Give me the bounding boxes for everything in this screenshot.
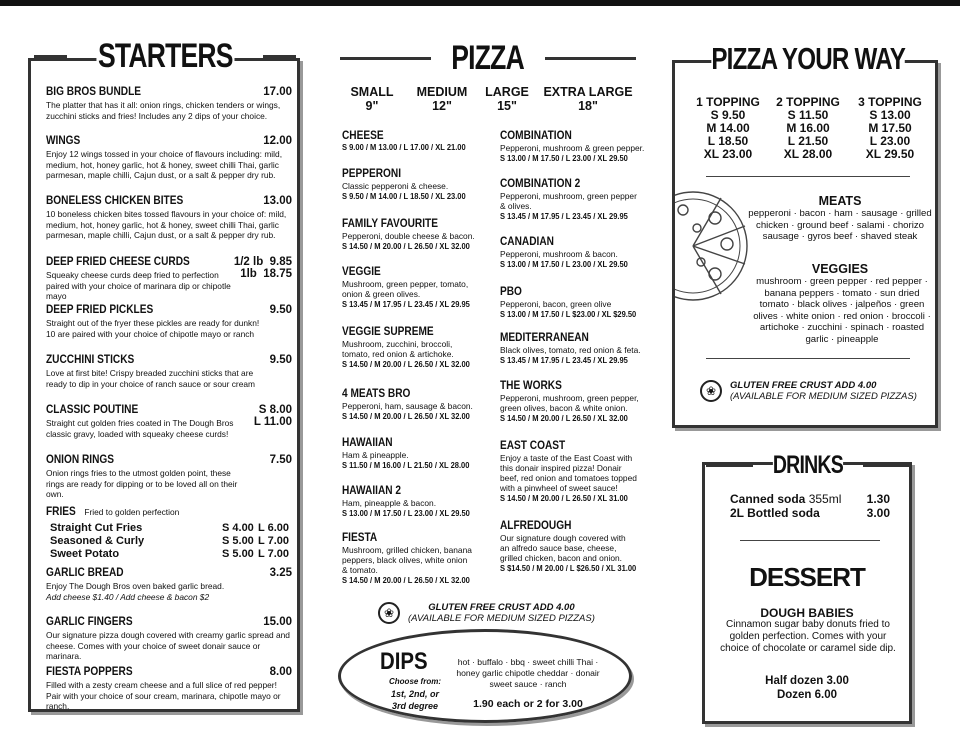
rule: [706, 464, 753, 467]
item-price: [234, 256, 292, 280]
item-name: GARLIC BREAD: [46, 567, 124, 579]
divider: [706, 176, 910, 177]
topping-head: 2 TOPPING: [776, 95, 840, 109]
pizza-price: S 13.45 / M 17.95 / L 23.45 / XL 29.95: [500, 212, 628, 221]
fries-label: Sweet Potato: [50, 548, 120, 560]
dips-choose-line: 3rd degree: [391, 701, 439, 711]
rule: [263, 55, 296, 58]
pizza-item: [342, 326, 492, 369]
pizza-price: S 14.50 / M 20.00 / L 26.50 / XL 31.00: [500, 494, 628, 503]
item-desc: Love at first bite! Crispy breaded zucchini sticks that are ready to dip in your choice of ranch sauce or sour cream: [46, 368, 256, 389]
item-price: 17.00: [263, 86, 292, 98]
topping-price: L 21.50: [787, 134, 829, 148]
pizza-desc: Ham, pineapple & bacon.: [342, 498, 437, 508]
topping-price: M 16.00: [786, 121, 830, 135]
pizza-name: EAST COAST: [500, 440, 566, 452]
wheat-icon: ❀: [700, 380, 722, 402]
rule: [340, 57, 431, 60]
pizza-desc: Pepperoni, mushroom & green pepper.: [500, 143, 645, 153]
pizza-desc: Pepperoni, ham, sausage & bacon.: [342, 401, 473, 411]
starters-title: STARTERS: [97, 36, 233, 75]
drink-item: [730, 506, 890, 520]
pizza-name: VEGGIE: [342, 266, 381, 278]
pizza-desc: Black olives, tomato, red onion & feta.: [500, 345, 641, 355]
size-name: EXTRA LARGE: [543, 85, 633, 99]
pizza-name: CHEESE: [342, 130, 384, 142]
item-price: 8.00: [269, 666, 292, 678]
drink-name: 2L Bottled soda: [730, 506, 820, 520]
pizza-price: S $14.50 / M 20.00 / L $26.50 / XL 31.00: [500, 564, 637, 573]
starters-list: [34, 84, 296, 711]
dips-choose-line: 1st, 2nd, or: [390, 689, 439, 699]
meats-title: MEATS: [818, 194, 862, 208]
pizza-name: HAWAIIAN: [342, 437, 393, 449]
size-large: [480, 85, 534, 113]
size-name: MEDIUM: [416, 85, 468, 99]
item-price: [254, 404, 292, 428]
topping-price: XL 29.50: [865, 147, 915, 161]
pizza-price: S 11.50 / M 16.00 / L 21.50 / XL 28.00: [342, 461, 470, 470]
dips-list: hot · buffalo · bbq · sweet chilli Thai · honey garlic chipotle cheddar · donair sweet sauce · ranch: [456, 657, 600, 689]
drink-price: 1.30: [866, 492, 890, 506]
pizza-desc: Mushroom, green pepper, tomato, onion & green olives.: [342, 279, 469, 299]
drinks-title: DRINKS: [772, 450, 844, 479]
starter-item: [46, 616, 292, 662]
pizza-price: S 14.50 / M 20.00 / L 26.50 / XL 32.00: [342, 412, 470, 421]
starter-item-fries: [46, 502, 292, 561]
pizza-name: HAWAIIAN 2: [342, 485, 402, 497]
fries-row: [46, 522, 292, 535]
pizza-price: S 13.00 / M 17.50 / L 23.00 / XL 29.50: [500, 154, 628, 163]
fries-small: S 5.00: [222, 535, 254, 547]
pizza-item: [500, 332, 650, 365]
item-name: GARLIC FINGERS: [46, 616, 133, 628]
pizza-item: [500, 130, 650, 163]
dessert-price-dozen: Dozen 6.00: [776, 689, 838, 701]
item-desc: Straight cut golden fries coated in The Dough Bros classic gravy, loaded with squeaky cheese curds!: [46, 418, 234, 439]
item-desc: Enjoy 12 wings tossed in your choice of flavours including: mild, medium, hot, honey garlic, hot & honey, sweet chilli Thai, garlic parmesan, maple chilli, Cajun dust, or a salt & pepper dry rub.: [46, 149, 283, 180]
item-name: DEEP FRIED PICKLES: [46, 304, 154, 316]
pizza-desc: Pepperoni, mushroom, green pepper & olives.: [500, 191, 637, 211]
meats-list: pepperoni · bacon · ham · sausage · grilled chicken · ground beef · salami · chorizo sausage · gyros beef · shaved steak: [748, 208, 932, 242]
pizza-name: CANADIAN: [500, 236, 554, 248]
item-price: 9.50: [269, 304, 292, 316]
dips-choose: [384, 676, 446, 712]
pizza-item: [342, 218, 492, 251]
starter-item: [46, 454, 292, 500]
pizza-price: S 9.50 / M 14.00 / L 18.50 / XL 23.00: [342, 192, 466, 201]
pizza-item: [342, 437, 492, 470]
fries-large: L 7.00: [258, 548, 289, 560]
dessert-desc: Cinnamon sugar baby donuts fried to golden perfection. Comes with your choice of chocolate or caramel side dip.: [720, 619, 896, 654]
topping-price: L 18.50: [707, 134, 749, 148]
topping-column-3: [850, 96, 930, 161]
item-name: DEEP FRIED CHEESE CURDS: [46, 256, 190, 268]
divider: [706, 358, 910, 359]
pizza-icon: [675, 186, 749, 306]
drink-name: Canned soda: [730, 492, 806, 506]
item-desc: Straight out of the fryer these pickles are ready for dunkn! 10 are paired with your choice of chipotle mayo or ranch: [46, 318, 260, 339]
price-value: S 8.00: [258, 404, 292, 416]
starter-item: [46, 666, 292, 712]
gluten-free-text: [730, 380, 917, 402]
pizza-name: VEGGIE SUPREME: [342, 326, 434, 338]
item-desc: 10 boneless chicken bites tossed flavours in your choice of: mild, medium, hot, honey garlic, hot & honey, sweet chilli Thai, garlic parmesan, maple chilli, Cajun dust, or a salt & pepper dry rub.: [46, 209, 287, 240]
fries-small: S 4.00: [222, 522, 254, 534]
pizza-item: [500, 178, 650, 221]
item-price: 15.00: [263, 616, 292, 628]
item-price: 3.25: [269, 567, 292, 579]
top-edge: [0, 0, 960, 6]
pizza-name: FIESTA: [342, 532, 378, 544]
pizza-desc: Ham & pineapple.: [342, 450, 409, 460]
pizza-item: [342, 388, 492, 421]
dessert-item-name: DOUGH BABIES: [760, 606, 854, 620]
starter-item: [46, 86, 292, 121]
gluten-free-line: (AVAILABLE FOR MEDIUM SIZED PIZZAS): [408, 613, 595, 624]
pizza-price: S 14.50 / M 20.00 / L 26.50 / XL 32.00: [342, 360, 470, 369]
pizza-item: [342, 130, 492, 152]
pizza-price: S 14.50 / M 20.00 / L 26.50 / XL 32.00: [500, 414, 628, 423]
dessert-title: DESSERT: [749, 562, 865, 592]
item-price: 9.50: [269, 354, 292, 366]
topping-price: L 23.00: [869, 134, 911, 148]
topping-price: M 17.50: [868, 121, 912, 135]
item-price: 7.50: [269, 454, 292, 466]
price-value: 9.85: [269, 256, 292, 268]
pyw-header: [676, 40, 940, 78]
rule: [34, 55, 67, 58]
pizza-price: S 13.45 / M 17.95 / L 23.45 / XL 29.95: [342, 300, 470, 309]
item-desc: Our signature pizza dough covered with creamy garlic spread and cheese. Comes with your choice of sweet donair sauce or marinara.: [46, 630, 290, 661]
item-name: BONELESS CHICKEN BITES: [46, 195, 184, 207]
pizza-price: S 13.00 / M 17.50 / L 23.00 / XL 29.50: [500, 260, 628, 269]
topping-price: M 14.00: [706, 121, 750, 135]
pizza-item: [342, 266, 492, 309]
item-desc: The platter that has it all: onion rings, chicken tenders or wings, zucchini sticks and fries! Includes any 2 dips of your choice.: [46, 100, 281, 121]
pizza-gluten-free-note: [378, 602, 595, 624]
item-desc: Squeaky cheese curds deep fried to perfection paired with your choice of marinara dip or chipotle mayo: [46, 270, 231, 301]
starter-item: [46, 567, 292, 602]
gluten-free-line: GLUTEN FREE CRUST ADD 4.00: [428, 602, 575, 613]
pizza-price: S 9.00 / M 13.00 / L 17.00 / XL 21.00: [342, 143, 466, 152]
rule: [863, 464, 910, 467]
pizza-desc: Mushroom, grilled chicken, banana peppers, black olives, white onion & tomato.: [342, 545, 472, 575]
wheat-icon: ❀: [378, 602, 400, 624]
dips-price: 1.90 each or 2 for 3.00: [473, 698, 583, 710]
fries-row: [46, 535, 292, 548]
item-desc: Enjoy The Dough Bros oven baked garlic bread.: [46, 581, 225, 591]
pizza-desc: Pepperoni, mushroom, green pepper, green olives, bacon & white onion.: [500, 393, 639, 413]
size-medium: [412, 85, 472, 113]
drink-price: 3.00: [866, 506, 890, 520]
pizza-item: [500, 380, 650, 423]
topping-price: S 13.00: [869, 108, 911, 122]
fries-large: L 7.00: [258, 535, 289, 547]
size-small: [345, 85, 399, 113]
pizza-price: S 13.00 / M 17.50 / L 23.00 / XL 29.50: [342, 509, 470, 518]
pizza-item: [500, 440, 650, 503]
item-name: BIG BROS BUNDLE: [46, 86, 142, 98]
item-desc: Onion rings fries to the utmost golden point, these rings are ready for dipping or to be loved all on their own.: [46, 468, 238, 499]
fries-small: S 5.00: [222, 548, 254, 560]
price-value: 18.75: [263, 268, 292, 280]
pizza-desc: Pepperoni, bacon, green olive: [500, 299, 612, 309]
item-extra: Add cheese $1.40 / Add cheese & bacon $2: [46, 591, 210, 602]
topping-column-1: [688, 96, 768, 161]
topping-price: XL 28.00: [783, 147, 833, 161]
pizza-desc: Mushroom, zucchini, broccoli, tomato, red onion & artichoke.: [342, 339, 454, 359]
gluten-free-line: GLUTEN FREE CRUST ADD 4.00: [730, 380, 877, 391]
topping-head: 3 TOPPING: [858, 95, 922, 109]
item-price: 12.00: [263, 135, 292, 147]
item-subtitle: Fried to golden perfection: [84, 507, 180, 517]
pizza-name: COMBINATION 2: [500, 178, 581, 190]
size-name: SMALL: [350, 85, 394, 99]
pizza-item: [500, 236, 650, 269]
starter-item: [46, 354, 292, 389]
pizza-price: S 13.00 / M 17.50 / L $23.00 / XL $29.50: [500, 310, 637, 319]
item-name: CLASSIC POUTINE: [46, 404, 139, 416]
fries-large: L 6.00: [258, 522, 289, 534]
pizza-name: PEPPERONI: [342, 168, 402, 180]
dips-choose-line: Choose from:: [389, 677, 441, 686]
item-desc: Filled with a zesty cream cheese and a full slice of red pepper! Pair with your choice of sour cream, marinara, chipotle mayo or ranch.: [46, 680, 281, 711]
pizza-name: PBO: [500, 286, 522, 298]
size-inch: 15": [497, 99, 517, 113]
size-name: LARGE: [485, 85, 529, 99]
topping-price: XL 23.00: [703, 147, 753, 161]
item-name: ONION RINGS: [46, 454, 115, 466]
dessert-price-half: Half dozen 3.00: [765, 675, 849, 687]
divider: [740, 540, 880, 541]
pizza-item: [500, 520, 650, 573]
pizza-name: THE WORKS: [500, 380, 562, 392]
pizza-item: [500, 286, 650, 319]
starter-item: [46, 256, 292, 302]
pizza-name: COMBINATION: [500, 130, 572, 142]
price-value: L 11.00: [253, 416, 292, 428]
pizza-desc: Enjoy a taste of the East Coast with this donair inspired pizza! Donair beef, red onion and tomatoes topped with a pinwheel of sweet sauce!: [500, 453, 637, 493]
pizza-item: [342, 532, 492, 585]
starter-item: [46, 135, 292, 181]
pizza-price: S 14.50 / M 20.00 / L 26.50 / XL 32.00: [342, 576, 470, 585]
drinks-header: [706, 450, 910, 480]
pizza-title: PIZZA: [451, 38, 525, 77]
item-name: FIESTA POPPERS: [46, 666, 133, 678]
pizza-name: 4 MEATS BRO: [342, 388, 411, 400]
item-name: ZUCCHINI STICKS: [46, 354, 135, 366]
topping-price: S 9.50: [710, 108, 746, 122]
veggies-title: VEGGIES: [811, 262, 869, 276]
pizza-desc: Pepperoni, mushroom & bacon.: [500, 249, 618, 259]
fries-row: [46, 548, 292, 561]
item-name: WINGS: [46, 135, 81, 147]
pizza-price: S 14.50 / M 20.00 / L 26.50 / XL 32.00: [342, 242, 470, 251]
pizza-name: MEDITERRANEAN: [500, 332, 589, 344]
starter-item: [46, 404, 292, 439]
pizza-price: S 13.45 / M 17.95 / L 23.45 / XL 29.95: [500, 356, 628, 365]
pizza-desc: Pepperoni, double cheese & bacon.: [342, 231, 475, 241]
size-inch: 12": [432, 99, 452, 113]
veggies-list: mushroom · green pepper · red pepper · banana peppers · tomato · sun dried tomato · black olives · jalpeños · green olives · white onion · red onion · broccoli · artichoke · zucchini · spinach · roasted garlic · pineapple: [753, 276, 931, 345]
price-label: 1lb: [240, 268, 257, 280]
pizza-header: [340, 38, 636, 78]
pizza-desc: Classic pepperoni & cheese.: [342, 181, 449, 191]
pizza-name: FAMILY FAVOURITE: [342, 218, 438, 230]
pyw-title: PIZZA YOUR WAY: [711, 41, 905, 76]
starter-item: [46, 304, 292, 339]
price-label: 1/2 lb: [233, 256, 264, 268]
topping-head: 1 TOPPING: [696, 95, 760, 109]
item-name: FRIES: [46, 506, 76, 518]
drink-size: 355ml: [808, 492, 842, 506]
pizza-name: ALFREDOUGH: [500, 520, 572, 532]
size-inch: 18": [578, 99, 598, 113]
rule: [545, 57, 636, 60]
fries-heading: [46, 502, 292, 520]
starter-item: [46, 195, 292, 241]
gluten-free-line: (AVAILABLE FOR MEDIUM SIZED PIZZAS): [730, 391, 917, 402]
gluten-free-text: [408, 602, 595, 624]
pizza-desc: Our signature dough covered with an alfredo sauce base, cheese, grilled chicken, bacon and onion.: [500, 533, 626, 563]
size-extra-large: [540, 85, 636, 113]
drink-item: [730, 492, 890, 506]
starters-header: [34, 36, 296, 76]
topping-price: S 11.50: [787, 108, 829, 122]
pizza-item: [342, 168, 492, 201]
size-inch: 9": [365, 99, 379, 113]
fries-label: Seasoned & Curly: [50, 535, 145, 547]
topping-column-2: [768, 96, 848, 161]
pizza-item: [342, 485, 492, 518]
item-price: 13.00: [263, 195, 292, 207]
fries-label: Straight Cut Fries: [50, 522, 143, 534]
pyw-gluten-free-note: [700, 380, 917, 402]
dips-title: DIPS: [380, 648, 428, 675]
